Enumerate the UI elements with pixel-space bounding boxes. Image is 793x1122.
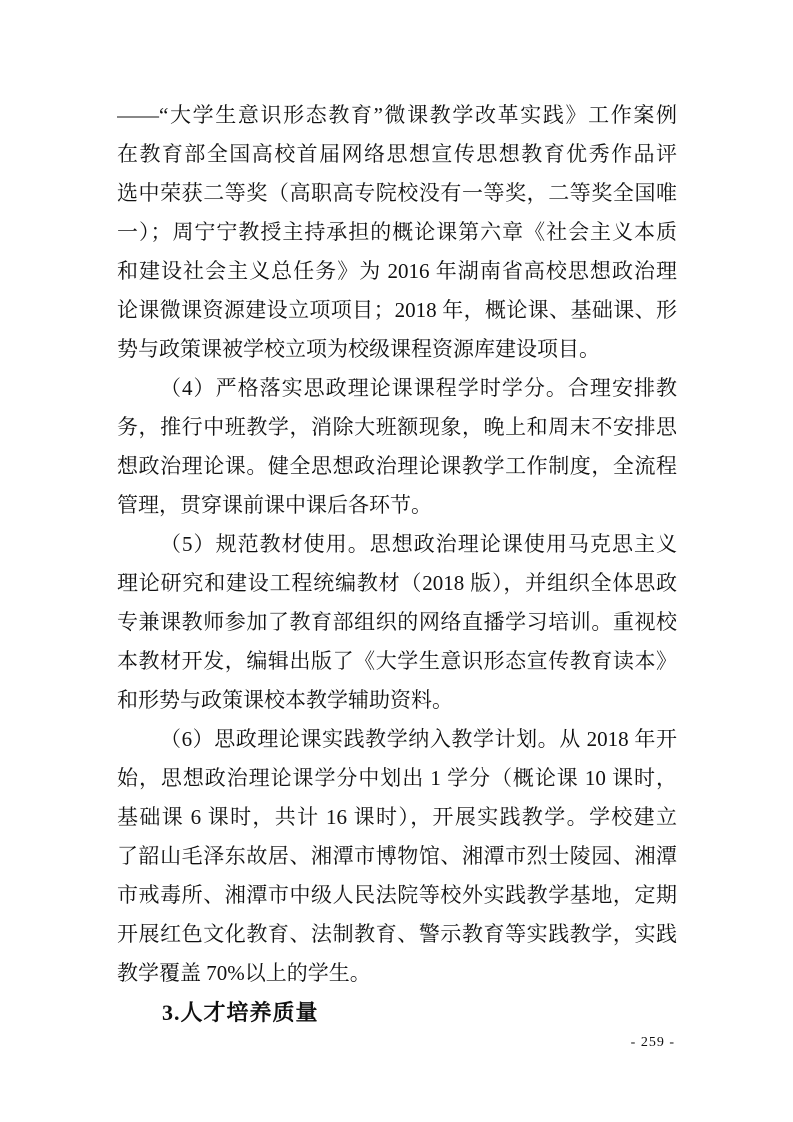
text-line: 势与政策课被学校立项为校级课程资源库建设项目。 xyxy=(117,337,600,361)
paragraph xyxy=(117,525,677,720)
paragraph xyxy=(117,720,677,993)
text-line: （5）规范教材使用。思想政治理论课使用马克思主义 xyxy=(160,532,677,556)
text-line: 想政治理论课。健全思想政治理论课教学工作制度，全流程 xyxy=(117,454,677,478)
text-line: 务，推行中班教学，消除大班额现象，晚上和周末不安排思 xyxy=(117,415,677,439)
paragraph xyxy=(117,369,677,525)
text-line: 开展红色文化教育、法制教育、警示教育等实践教学，实践 xyxy=(117,922,677,946)
document-body xyxy=(117,96,677,1032)
text-line: （4）严格落实思政理论课课程学时学分。合理安排教 xyxy=(160,376,677,400)
section-heading: 3.人才培养质量 xyxy=(162,1000,319,1025)
text-line: 基础课 6 课时，共计 16 课时），开展实践教学。学校建立 xyxy=(117,805,677,829)
text-line: 和形势与政策课校本教学辅助资料。 xyxy=(117,688,453,712)
text-line: （6）思政理论课实践教学纳入教学计划。从 2018 年开 xyxy=(160,727,677,751)
paragraph xyxy=(117,96,677,369)
text-line: 选中荣获二等奖（高职高专院校没有一等奖，二等奖全国唯 xyxy=(117,181,677,205)
text-line: 在教育部全国高校首届网络思想宣传思想教育优秀作品评 xyxy=(117,142,677,166)
text-line: 始，思想政治理论课学分中划出 1 学分（概论课 10 课时， xyxy=(117,766,677,790)
text-line: 一）；周宁宁教授主持承担的概论课第六章《社会主义本质 xyxy=(117,220,677,244)
text-line: 市戒毒所、湘潭市中级人民法院等校外实践教学基地，定期 xyxy=(117,883,677,907)
text-line: ——“大学生意识形态教育”微课教学改革实践》工作案例 xyxy=(117,103,677,127)
text-line: 管理，贯穿课前课中课后各环节。 xyxy=(117,493,432,517)
page-number: - 259 - xyxy=(630,1035,675,1050)
text-line: 理论研究和建设工程统编教材（2018 版），并组织全体思政 xyxy=(117,571,677,595)
text-line: 论课微课资源建设立项项目；2018 年，概论课、基础课、形 xyxy=(117,298,677,322)
text-line: 教学覆盖 70%以上的学生。 xyxy=(117,961,371,985)
text-line: 专兼课教师参加了教育部组织的网络直播学习培训。重视校 xyxy=(117,610,677,634)
text-line: 了韶山毛泽东故居、湘潭市博物馆、湘潭市烈士陵园、湘潭 xyxy=(117,844,677,868)
text-line: 和建设社会主义总任务》为 2016 年湖南省高校思想政治理 xyxy=(117,259,677,283)
text-line: 本教材开发，编辑出版了《大学生意识形态宣传教育读本》 xyxy=(117,649,677,673)
